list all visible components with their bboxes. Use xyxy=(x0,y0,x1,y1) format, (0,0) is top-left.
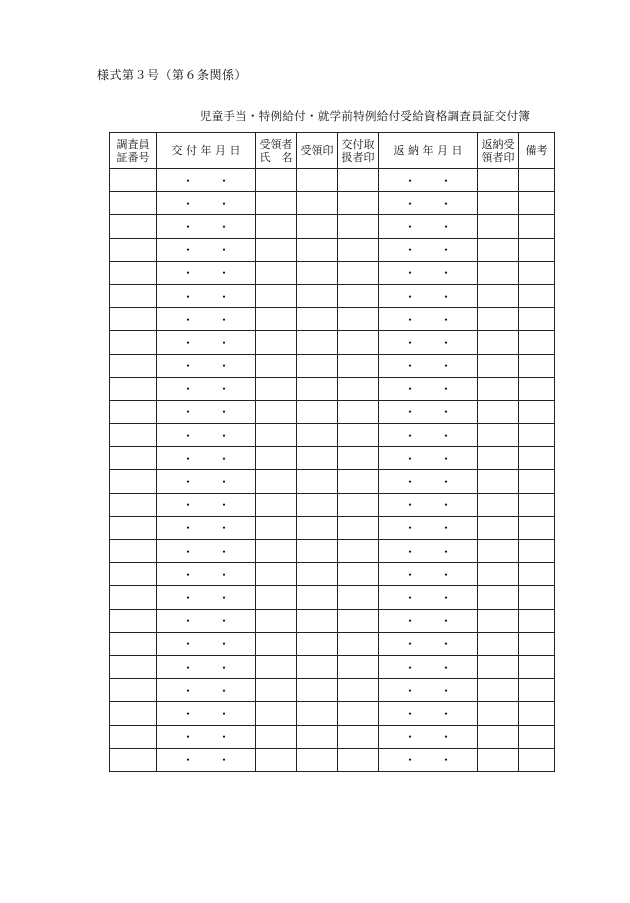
date-placeholder: ・ ・ xyxy=(181,382,230,397)
receipt-seal-cell[interactable] xyxy=(297,679,338,702)
issuer-seal-cell[interactable] xyxy=(338,655,379,678)
issuer-seal-cell[interactable] xyxy=(338,748,379,771)
issuer-seal-cell[interactable] xyxy=(338,609,379,632)
header-remarks: 備考 xyxy=(519,133,555,169)
date-placeholder: ・ ・ xyxy=(181,312,230,327)
issue-date-cell[interactable] xyxy=(157,655,256,678)
recipient-name-cell[interactable] xyxy=(256,447,297,470)
receipt-seal-cell[interactable] xyxy=(297,725,338,748)
receipt-seal-cell[interactable] xyxy=(297,308,338,331)
date-placeholder: ・ ・ xyxy=(403,359,452,374)
issuer-seal-cell[interactable] xyxy=(338,563,379,586)
date-placeholder: ・ ・ xyxy=(181,521,230,536)
issue-date-cell[interactable] xyxy=(157,424,256,447)
date-placeholder: ・ ・ xyxy=(181,219,230,234)
header-investigator-no: 調査員 証番号 xyxy=(110,133,157,169)
investigator-no-cell[interactable] xyxy=(110,424,157,447)
issue-date-cell[interactable] xyxy=(157,725,256,748)
return-receiver-seal-cell[interactable] xyxy=(478,679,519,702)
issuer-seal-cell[interactable] xyxy=(338,424,379,447)
header-recipient-name: 受領者 氏 名 xyxy=(256,133,297,169)
table-row xyxy=(110,169,555,192)
issue-date-cell[interactable] xyxy=(157,447,256,470)
return-date-cell[interactable] xyxy=(379,540,478,563)
recipient-name-cell[interactable] xyxy=(256,284,297,307)
remarks-cell[interactable] xyxy=(519,586,555,609)
issuer-seal-cell[interactable] xyxy=(338,540,379,563)
table-row xyxy=(110,354,555,377)
date-placeholder: ・ ・ xyxy=(181,475,230,490)
issue-date-cell[interactable] xyxy=(157,493,256,516)
recipient-name-cell[interactable] xyxy=(256,192,297,215)
date-placeholder: ・ ・ xyxy=(181,405,230,420)
remarks-cell[interactable] xyxy=(519,169,555,192)
header-row xyxy=(110,133,555,169)
issuer-seal-cell[interactable] xyxy=(338,169,379,192)
date-placeholder: ・ ・ xyxy=(403,312,452,327)
issuer-seal-cell[interactable] xyxy=(338,238,379,261)
issue-date-cell[interactable] xyxy=(157,563,256,586)
table-row xyxy=(110,284,555,307)
receipt-seal-cell[interactable] xyxy=(297,215,338,238)
investigator-no-cell[interactable] xyxy=(110,308,157,331)
issue-date-cell[interactable] xyxy=(157,169,256,192)
investigator-no-cell[interactable] xyxy=(110,725,157,748)
date-placeholder: ・ ・ xyxy=(181,544,230,559)
table-row xyxy=(110,331,555,354)
issue-date-cell[interactable] xyxy=(157,215,256,238)
table-row xyxy=(110,400,555,423)
investigator-no-cell[interactable] xyxy=(110,377,157,400)
investigator-no-cell[interactable] xyxy=(110,493,157,516)
recipient-name-cell[interactable] xyxy=(256,424,297,447)
issuer-seal-cell[interactable] xyxy=(338,192,379,215)
date-placeholder: ・ ・ xyxy=(403,475,452,490)
recipient-name-cell[interactable] xyxy=(256,748,297,771)
issuer-seal-cell[interactable] xyxy=(338,331,379,354)
receipt-seal-cell[interactable] xyxy=(297,470,338,493)
date-placeholder: ・ ・ xyxy=(403,382,452,397)
receipt-seal-cell[interactable] xyxy=(297,540,338,563)
issuer-seal-cell[interactable] xyxy=(338,702,379,725)
date-placeholder: ・ ・ xyxy=(181,196,230,211)
remarks-cell[interactable] xyxy=(519,215,555,238)
date-placeholder: ・ ・ xyxy=(403,196,452,211)
receipt-seal-cell[interactable] xyxy=(297,748,338,771)
table-row xyxy=(110,516,555,539)
date-placeholder: ・ ・ xyxy=(403,219,452,234)
return-receiver-seal-cell[interactable] xyxy=(478,400,519,423)
issue-date-cell[interactable] xyxy=(157,354,256,377)
return-date-cell[interactable] xyxy=(379,748,478,771)
date-placeholder: ・ ・ xyxy=(403,289,452,304)
issuer-seal-cell[interactable] xyxy=(338,725,379,748)
issuer-seal-cell[interactable] xyxy=(338,261,379,284)
investigator-no-cell[interactable] xyxy=(110,586,157,609)
date-placeholder: ・ ・ xyxy=(403,753,452,768)
date-placeholder: ・ ・ xyxy=(403,335,452,350)
return-receiver-seal-cell[interactable] xyxy=(478,725,519,748)
header-issue-date: 交 付 年 月 日 xyxy=(157,133,256,169)
return-receiver-seal-cell[interactable] xyxy=(478,261,519,284)
issue-date-cell[interactable] xyxy=(157,609,256,632)
table-row xyxy=(110,540,555,563)
remarks-cell[interactable] xyxy=(519,470,555,493)
header-receipt-seal: 受領印 xyxy=(297,133,338,169)
return-receiver-seal-cell[interactable] xyxy=(478,424,519,447)
return-receiver-seal-cell[interactable] xyxy=(478,308,519,331)
return-date-cell[interactable] xyxy=(379,261,478,284)
recipient-name-cell[interactable] xyxy=(256,400,297,423)
date-placeholder: ・ ・ xyxy=(181,173,230,188)
date-placeholder: ・ ・ xyxy=(403,637,452,652)
return-date-cell[interactable] xyxy=(379,609,478,632)
date-placeholder: ・ ・ xyxy=(403,590,452,605)
table-row xyxy=(110,238,555,261)
date-placeholder: ・ ・ xyxy=(181,637,230,652)
investigator-no-cell[interactable] xyxy=(110,748,157,771)
recipient-name-cell[interactable] xyxy=(256,215,297,238)
issue-date-cell[interactable] xyxy=(157,377,256,400)
investigator-no-cell[interactable] xyxy=(110,400,157,423)
return-receiver-seal-cell[interactable] xyxy=(478,192,519,215)
remarks-cell[interactable] xyxy=(519,424,555,447)
recipient-name-cell[interactable] xyxy=(256,354,297,377)
date-placeholder: ・ ・ xyxy=(181,660,230,675)
issue-date-cell[interactable] xyxy=(157,284,256,307)
investigator-no-cell[interactable] xyxy=(110,516,157,539)
issue-date-cell[interactable] xyxy=(157,702,256,725)
table-row xyxy=(110,470,555,493)
table-row xyxy=(110,679,555,702)
remarks-cell[interactable] xyxy=(519,748,555,771)
date-placeholder: ・ ・ xyxy=(403,243,452,258)
table-row xyxy=(110,632,555,655)
date-placeholder: ・ ・ xyxy=(403,428,452,443)
recipient-name-cell[interactable] xyxy=(256,586,297,609)
investigator-no-cell[interactable] xyxy=(110,540,157,563)
issuer-seal-cell[interactable] xyxy=(338,354,379,377)
remarks-cell[interactable] xyxy=(519,609,555,632)
return-date-cell[interactable] xyxy=(379,516,478,539)
recipient-name-cell[interactable] xyxy=(256,702,297,725)
form-number: 様式第３号（第６条関係） xyxy=(97,68,248,82)
issuer-seal-cell[interactable] xyxy=(338,586,379,609)
return-receiver-seal-cell[interactable] xyxy=(478,563,519,586)
date-placeholder: ・ ・ xyxy=(403,544,452,559)
remarks-cell[interactable] xyxy=(519,632,555,655)
return-date-cell[interactable] xyxy=(379,192,478,215)
return-receiver-seal-cell[interactable] xyxy=(478,284,519,307)
date-placeholder: ・ ・ xyxy=(181,706,230,721)
issuer-seal-cell[interactable] xyxy=(338,516,379,539)
table-row xyxy=(110,609,555,632)
remarks-cell[interactable] xyxy=(519,238,555,261)
return-date-cell[interactable] xyxy=(379,400,478,423)
date-placeholder: ・ ・ xyxy=(181,614,230,629)
return-date-cell[interactable] xyxy=(379,238,478,261)
issue-date-cell[interactable] xyxy=(157,748,256,771)
recipient-name-cell[interactable] xyxy=(256,377,297,400)
return-receiver-seal-cell[interactable] xyxy=(478,331,519,354)
recipient-name-cell[interactable] xyxy=(256,563,297,586)
return-receiver-seal-cell[interactable] xyxy=(478,609,519,632)
issue-date-cell[interactable] xyxy=(157,331,256,354)
issuer-seal-cell[interactable] xyxy=(338,632,379,655)
remarks-cell[interactable] xyxy=(519,516,555,539)
issuer-seal-cell[interactable] xyxy=(338,377,379,400)
register-table xyxy=(109,132,555,772)
issuer-seal-cell[interactable] xyxy=(338,493,379,516)
recipient-name-cell[interactable] xyxy=(256,261,297,284)
return-date-cell[interactable] xyxy=(379,215,478,238)
receipt-seal-cell[interactable] xyxy=(297,655,338,678)
date-placeholder: ・ ・ xyxy=(181,567,230,582)
return-date-cell[interactable] xyxy=(379,493,478,516)
remarks-cell[interactable] xyxy=(519,377,555,400)
date-placeholder: ・ ・ xyxy=(403,730,452,745)
remarks-cell[interactable] xyxy=(519,308,555,331)
receipt-seal-cell[interactable] xyxy=(297,238,338,261)
header-return-receiver-seal: 返納受 領者印 xyxy=(478,133,519,169)
return-date-cell[interactable] xyxy=(379,377,478,400)
date-placeholder: ・ ・ xyxy=(403,683,452,698)
table-row xyxy=(110,424,555,447)
return-date-cell[interactable] xyxy=(379,586,478,609)
issuer-seal-cell[interactable] xyxy=(338,400,379,423)
return-date-cell[interactable] xyxy=(379,563,478,586)
receipt-seal-cell[interactable] xyxy=(297,516,338,539)
issue-date-cell[interactable] xyxy=(157,470,256,493)
return-date-cell[interactable] xyxy=(379,702,478,725)
return-date-cell[interactable] xyxy=(379,655,478,678)
date-placeholder: ・ ・ xyxy=(181,753,230,768)
return-date-cell[interactable] xyxy=(379,725,478,748)
return-receiver-seal-cell[interactable] xyxy=(478,586,519,609)
recipient-name-cell[interactable] xyxy=(256,679,297,702)
return-receiver-seal-cell[interactable] xyxy=(478,215,519,238)
receipt-seal-cell[interactable] xyxy=(297,424,338,447)
date-placeholder: ・ ・ xyxy=(181,683,230,698)
return-receiver-seal-cell[interactable] xyxy=(478,354,519,377)
table-row xyxy=(110,748,555,771)
table-row xyxy=(110,725,555,748)
remarks-cell[interactable] xyxy=(519,284,555,307)
receipt-seal-cell[interactable] xyxy=(297,563,338,586)
return-receiver-seal-cell[interactable] xyxy=(478,447,519,470)
table-row xyxy=(110,586,555,609)
remarks-cell[interactable] xyxy=(519,192,555,215)
issue-date-cell[interactable] xyxy=(157,679,256,702)
issuer-seal-cell[interactable] xyxy=(338,679,379,702)
table-row xyxy=(110,702,555,725)
return-receiver-seal-cell[interactable] xyxy=(478,238,519,261)
recipient-name-cell[interactable] xyxy=(256,470,297,493)
issue-date-cell[interactable] xyxy=(157,400,256,423)
date-placeholder: ・ ・ xyxy=(403,614,452,629)
date-placeholder: ・ ・ xyxy=(181,359,230,374)
investigator-no-cell[interactable] xyxy=(110,354,157,377)
receipt-seal-cell[interactable] xyxy=(297,169,338,192)
remarks-cell[interactable] xyxy=(519,725,555,748)
recipient-name-cell[interactable] xyxy=(256,308,297,331)
recipient-name-cell[interactable] xyxy=(256,331,297,354)
date-placeholder: ・ ・ xyxy=(181,730,230,745)
investigator-no-cell[interactable] xyxy=(110,679,157,702)
date-placeholder: ・ ・ xyxy=(181,335,230,350)
recipient-name-cell[interactable] xyxy=(256,725,297,748)
remarks-cell[interactable] xyxy=(519,261,555,284)
return-receiver-seal-cell[interactable] xyxy=(478,169,519,192)
issuer-seal-cell[interactable] xyxy=(338,215,379,238)
return-receiver-seal-cell[interactable] xyxy=(478,632,519,655)
return-date-cell[interactable] xyxy=(379,632,478,655)
receipt-seal-cell[interactable] xyxy=(297,493,338,516)
date-placeholder: ・ ・ xyxy=(403,706,452,721)
issue-date-cell[interactable] xyxy=(157,192,256,215)
investigator-no-cell[interactable] xyxy=(110,284,157,307)
receipt-seal-cell[interactable] xyxy=(297,192,338,215)
date-placeholder: ・ ・ xyxy=(403,660,452,675)
receipt-seal-cell[interactable] xyxy=(297,261,338,284)
remarks-cell[interactable] xyxy=(519,493,555,516)
header-issuer-seal: 交付取 扱者印 xyxy=(338,133,379,169)
issue-date-cell[interactable] xyxy=(157,632,256,655)
investigator-no-cell[interactable] xyxy=(110,331,157,354)
investigator-no-cell[interactable] xyxy=(110,238,157,261)
recipient-name-cell[interactable] xyxy=(256,540,297,563)
issuer-seal-cell[interactable] xyxy=(338,284,379,307)
issuer-seal-cell[interactable] xyxy=(338,447,379,470)
date-placeholder: ・ ・ xyxy=(181,590,230,605)
register-body xyxy=(110,169,555,772)
return-date-cell[interactable] xyxy=(379,679,478,702)
date-placeholder: ・ ・ xyxy=(181,266,230,281)
return-date-cell[interactable] xyxy=(379,169,478,192)
table-row xyxy=(110,377,555,400)
issue-date-cell[interactable] xyxy=(157,540,256,563)
table-row xyxy=(110,192,555,215)
remarks-cell[interactable] xyxy=(519,679,555,702)
return-date-cell[interactable] xyxy=(379,354,478,377)
receipt-seal-cell[interactable] xyxy=(297,354,338,377)
issue-date-cell[interactable] xyxy=(157,586,256,609)
date-placeholder: ・ ・ xyxy=(181,498,230,513)
return-date-cell[interactable] xyxy=(379,284,478,307)
receipt-seal-cell[interactable] xyxy=(297,331,338,354)
return-receiver-seal-cell[interactable] xyxy=(478,655,519,678)
issue-date-cell[interactable] xyxy=(157,261,256,284)
investigator-no-cell[interactable] xyxy=(110,261,157,284)
table-row xyxy=(110,308,555,331)
recipient-name-cell[interactable] xyxy=(256,655,297,678)
table-row xyxy=(110,261,555,284)
remarks-cell[interactable] xyxy=(519,655,555,678)
date-placeholder: ・ ・ xyxy=(403,266,452,281)
investigator-no-cell[interactable] xyxy=(110,702,157,725)
table-row xyxy=(110,215,555,238)
return-date-cell[interactable] xyxy=(379,447,478,470)
remarks-cell[interactable] xyxy=(519,447,555,470)
issue-date-cell[interactable] xyxy=(157,516,256,539)
date-placeholder: ・ ・ xyxy=(181,451,230,466)
return-receiver-seal-cell[interactable] xyxy=(478,516,519,539)
return-receiver-seal-cell[interactable] xyxy=(478,377,519,400)
recipient-name-cell[interactable] xyxy=(256,169,297,192)
investigator-no-cell[interactable] xyxy=(110,215,157,238)
remarks-cell[interactable] xyxy=(519,331,555,354)
recipient-name-cell[interactable] xyxy=(256,238,297,261)
receipt-seal-cell[interactable] xyxy=(297,377,338,400)
date-placeholder: ・ ・ xyxy=(181,289,230,304)
issue-date-cell[interactable] xyxy=(157,308,256,331)
recipient-name-cell[interactable] xyxy=(256,632,297,655)
remarks-cell[interactable] xyxy=(519,540,555,563)
investigator-no-cell[interactable] xyxy=(110,192,157,215)
recipient-name-cell[interactable] xyxy=(256,609,297,632)
investigator-no-cell[interactable] xyxy=(110,655,157,678)
date-placeholder: ・ ・ xyxy=(181,428,230,443)
remarks-cell[interactable] xyxy=(519,563,555,586)
return-receiver-seal-cell[interactable] xyxy=(478,748,519,771)
return-receiver-seal-cell[interactable] xyxy=(478,470,519,493)
remarks-cell[interactable] xyxy=(519,702,555,725)
return-receiver-seal-cell[interactable] xyxy=(478,702,519,725)
investigator-no-cell[interactable] xyxy=(110,447,157,470)
table-row xyxy=(110,493,555,516)
table-row xyxy=(110,447,555,470)
date-placeholder: ・ ・ xyxy=(181,243,230,258)
recipient-name-cell[interactable] xyxy=(256,493,297,516)
investigator-no-cell[interactable] xyxy=(110,169,157,192)
issuer-seal-cell[interactable] xyxy=(338,308,379,331)
form-title: 児童手当・特例給付・就学前特例給付受給資格調査員証交付簿 xyxy=(199,109,531,123)
recipient-name-cell[interactable] xyxy=(256,516,297,539)
receipt-seal-cell[interactable] xyxy=(297,632,338,655)
receipt-seal-cell[interactable] xyxy=(297,284,338,307)
date-placeholder: ・ ・ xyxy=(403,498,452,513)
return-date-cell[interactable] xyxy=(379,331,478,354)
receipt-seal-cell[interactable] xyxy=(297,609,338,632)
issuer-seal-cell[interactable] xyxy=(338,470,379,493)
return-date-cell[interactable] xyxy=(379,424,478,447)
date-placeholder: ・ ・ xyxy=(403,567,452,582)
return-date-cell[interactable] xyxy=(379,308,478,331)
investigator-no-cell[interactable] xyxy=(110,632,157,655)
investigator-no-cell[interactable] xyxy=(110,563,157,586)
return-receiver-seal-cell[interactable] xyxy=(478,493,519,516)
remarks-cell[interactable] xyxy=(519,354,555,377)
date-placeholder: ・ ・ xyxy=(403,521,452,536)
remarks-cell[interactable] xyxy=(519,400,555,423)
receipt-seal-cell[interactable] xyxy=(297,447,338,470)
table-row xyxy=(110,563,555,586)
date-placeholder: ・ ・ xyxy=(403,451,452,466)
receipt-seal-cell[interactable] xyxy=(297,586,338,609)
return-date-cell[interactable] xyxy=(379,470,478,493)
return-receiver-seal-cell[interactable] xyxy=(478,540,519,563)
header-return-date: 返 納 年 月 日 xyxy=(379,133,478,169)
investigator-no-cell[interactable] xyxy=(110,609,157,632)
date-placeholder: ・ ・ xyxy=(403,405,452,420)
date-placeholder: ・ ・ xyxy=(403,173,452,188)
receipt-seal-cell[interactable] xyxy=(297,400,338,423)
investigator-no-cell[interactable] xyxy=(110,470,157,493)
receipt-seal-cell[interactable] xyxy=(297,702,338,725)
issue-date-cell[interactable] xyxy=(157,238,256,261)
table-row xyxy=(110,655,555,678)
